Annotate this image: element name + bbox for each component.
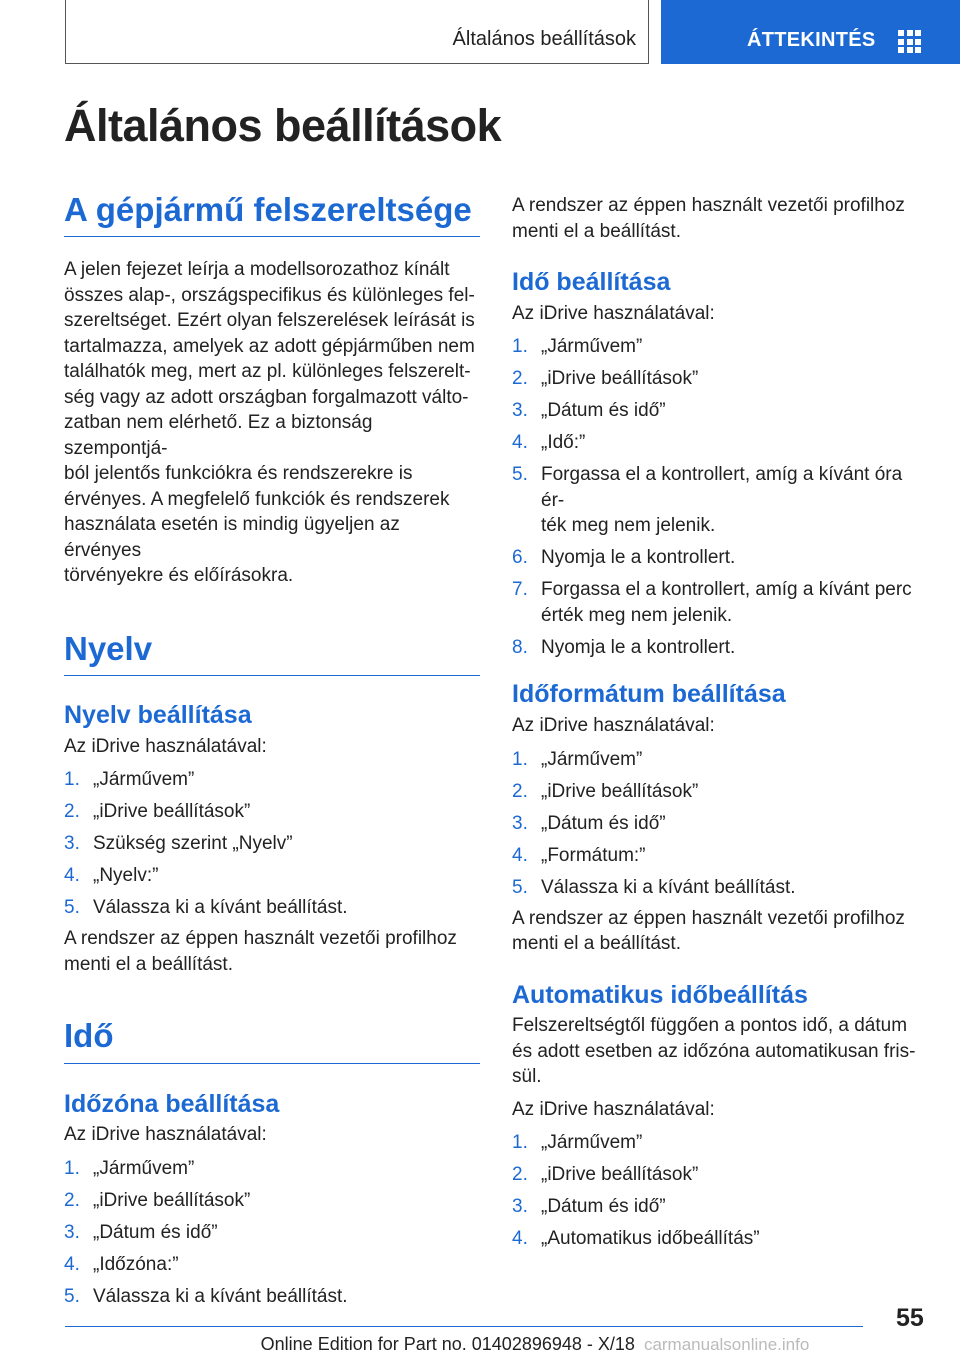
vehicle-equipment-heading: A gépjármű felszereltsége xyxy=(64,192,480,237)
list-item: 2. „iDrive beállítások” xyxy=(512,780,699,802)
list-item: 1. „Járművem” xyxy=(64,1157,195,1179)
list-item: 3. „Dátum és idő” xyxy=(64,1221,218,1243)
list-item: 4. „Nyelv:” xyxy=(64,865,159,887)
list-item: 5. Válassza ki a kívánt beállítást. xyxy=(512,876,796,898)
overview-label: ÁTTEKINTÉS xyxy=(747,29,876,51)
auto-time-text: Felszereltségtől függően a pontos idő, a dátum és adott esetben az időzóna automatikusan fris- sül. xyxy=(512,1015,916,1088)
left-column xyxy=(64,192,480,1316)
language-note: A rendszer az éppen használt vezetői profilhoz menti el a beállítást. xyxy=(64,928,457,975)
list-item: 7. Forgassa el a kontrollert, amíg a kívánt perc érték meg nem jelenik. xyxy=(512,579,912,626)
vehicle-equipment-text: A jelen fejezet leírja a modellsorozathoz kínált összes alap-, országspecifikus és különleges fel- szereltséget. Ezért olyan felszerelések leírását is tartalmazza, amelyek az adott gépjárműben nem találhatók meg, mert az pl. különleges felszerelt- ség vagy az adott országban forgalmazott válto- zatban nem elérhető. Ez a biztonság szempontjá- ból jelentős funkciókra és rendszerekre is érvényes. A megfelelő funkciók és rendszerek használata esetén is mindig ügyeljen az érvényes törvényekre és előírásokra. xyxy=(64,259,475,587)
list-item: 8. Nyomja le a kontrollert. xyxy=(512,636,736,658)
list-item: 5. Forgassa el a kontrollert, amíg a kívánt óra ér- ték meg nem jelenik. xyxy=(512,464,903,537)
time-format-note: A rendszer az éppen használt vezetői profilhoz menti el a beállítást. xyxy=(512,907,905,954)
list-item: 6. Nyomja le a kontrollert. xyxy=(512,547,736,569)
list-item: 5. Válassza ki a kívánt beállítást. xyxy=(64,897,348,919)
auto-time-heading: Automatikus időbeállítás xyxy=(512,980,808,1009)
auto-time-steps xyxy=(512,1130,927,1252)
language-steps xyxy=(64,767,480,921)
overview-button[interactable] xyxy=(661,0,960,64)
language-intro: Az iDrive használatával: xyxy=(64,735,267,757)
page-number: 55 xyxy=(896,1304,924,1332)
list-item: 2. „iDrive beállítások” xyxy=(512,368,699,390)
list-item: 3. Szükség szerint „Nyelv” xyxy=(64,833,293,855)
list-item: 2. „iDrive beállítások” xyxy=(64,801,251,823)
grid-menu-icon xyxy=(898,30,921,53)
timezone-intro: Az iDrive használatával: xyxy=(64,1124,267,1146)
header-section-box xyxy=(65,0,649,64)
list-item: 1. „Járművem” xyxy=(64,769,195,791)
time-setting-heading: Idő beállítása xyxy=(512,268,671,296)
list-item: 4. „Automatikus időbeállítás” xyxy=(512,1228,760,1250)
time-format-steps xyxy=(512,747,927,901)
list-item: 3. „Dátum és idő” xyxy=(512,812,666,834)
timezone-setting-heading: Időzóna beállítása xyxy=(64,1089,280,1118)
list-item: 1. „Járművem” xyxy=(512,748,643,770)
time-format-intro: Az iDrive használatával: xyxy=(512,715,715,736)
list-item: 5. Válassza ki a kívánt beállítást. xyxy=(64,1285,348,1307)
time-steps xyxy=(512,334,927,660)
footer-edition xyxy=(0,1334,960,1355)
list-item: 1. „Járművem” xyxy=(512,1132,643,1154)
list-item: 2. „iDrive beállítások” xyxy=(512,1164,699,1186)
edition-text: Online Edition for Part no. 01402896948 - X/18 xyxy=(260,1334,635,1354)
list-item: 4. „Időzóna:” xyxy=(64,1253,179,1275)
list-item: 4. „Idő:” xyxy=(512,432,586,454)
time-format-heading: Időformátum beállítása xyxy=(512,680,786,709)
page-title: Általános beállítások xyxy=(64,100,502,151)
list-item: 3. „Dátum és idő” xyxy=(512,400,666,422)
timezone-steps xyxy=(64,1156,480,1310)
list-item: 1. „Járművem” xyxy=(512,336,643,358)
list-item: 3. „Dátum és idő” xyxy=(512,1196,666,1218)
time-intro: Az iDrive használatával: xyxy=(512,302,715,324)
watermark: carmanualsonline.info xyxy=(643,1335,810,1354)
footer-divider xyxy=(65,1326,863,1327)
language-heading: Nyelv xyxy=(64,631,480,676)
time-heading: Idő xyxy=(64,1018,480,1063)
timezone-note: A rendszer az éppen használt vezetői profilhoz menti el a beállítást. xyxy=(512,195,905,242)
right-column xyxy=(512,193,927,1258)
auto-time-intro: Az iDrive használatával: xyxy=(512,1098,715,1120)
language-setting-heading: Nyelv beállítása xyxy=(64,701,252,730)
list-item: 2. „iDrive beállítások” xyxy=(64,1189,251,1211)
list-item: 4. „Formátum:” xyxy=(512,844,646,866)
header-section-title: Általános beállítások xyxy=(452,28,636,50)
